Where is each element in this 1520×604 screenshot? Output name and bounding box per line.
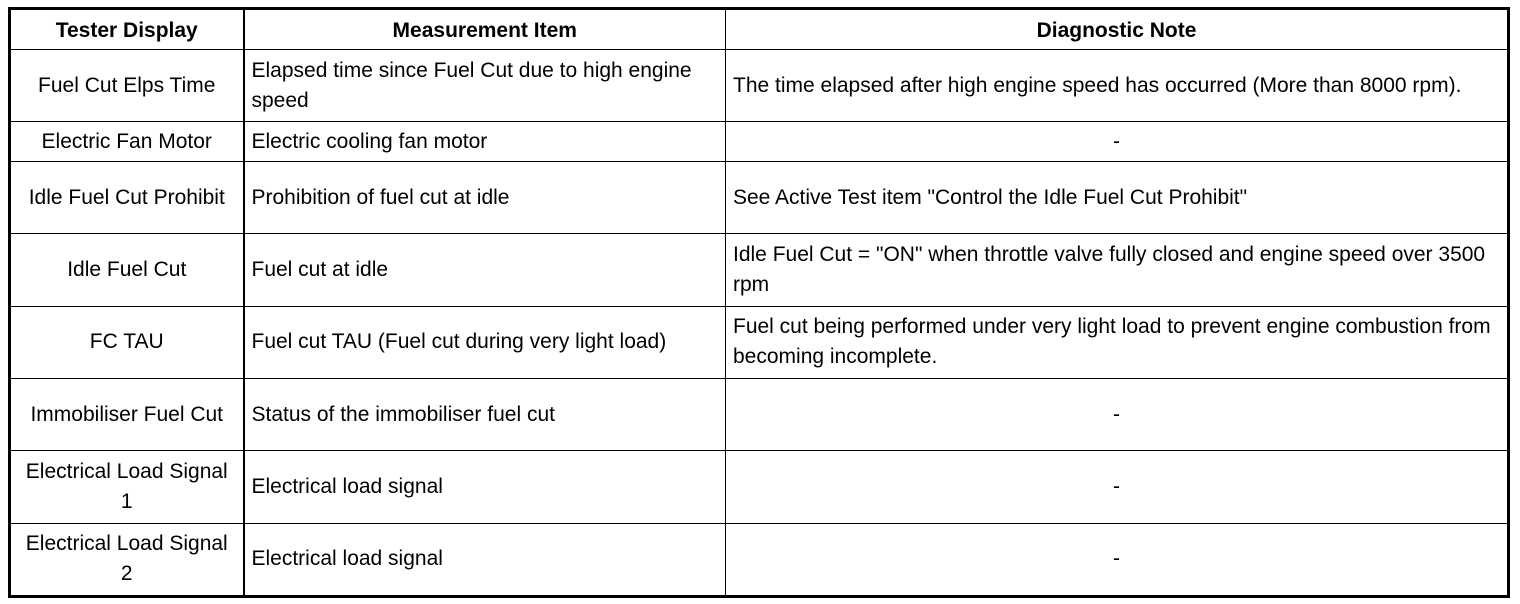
tester-display-cell: Immobiliser Fuel Cut <box>10 379 244 451</box>
table-row <box>10 122 1509 162</box>
table-row <box>10 523 1509 596</box>
measurement-item-cell: Electrical load signal <box>244 523 726 596</box>
table-row <box>10 306 1509 378</box>
tester-display-cell: FC TAU <box>10 306 244 378</box>
measurement-item-cell: Fuel cut at idle <box>244 234 726 306</box>
measurement-item-cell: Fuel cut TAU (Fuel cut during very light load) <box>244 306 726 378</box>
diagnostic-note-cell: See Active Test item "Control the Idle Fuel Cut Prohibit" <box>726 162 1509 234</box>
diagnostic-note-cell: Idle Fuel Cut = "ON" when throttle valve fully closed and engine speed over 3500 rpm <box>726 234 1509 306</box>
header-measurement-item: Measurement Item <box>244 9 726 50</box>
measurement-item-cell: Electric cooling fan motor <box>244 122 726 162</box>
diagnostic-note-cell: - <box>726 379 1509 451</box>
diagnostic-note-cell: - <box>726 122 1509 162</box>
table-row <box>10 234 1509 306</box>
diagnostic-note-cell: Fuel cut being performed under very light load to prevent engine combustion from becoming incomplete. <box>726 306 1509 378</box>
tester-display-cell: Electric Fan Motor <box>10 122 244 162</box>
diagnostic-note-cell: The time elapsed after high engine speed has occurred (More than 8000 rpm). <box>726 50 1509 122</box>
table-row <box>10 50 1509 122</box>
table-header-row <box>10 9 1509 50</box>
tester-display-cell: Fuel Cut Elps Time <box>10 50 244 122</box>
measurement-item-cell: Prohibition of fuel cut at idle <box>244 162 726 234</box>
tester-display-cell: Idle Fuel Cut Prohibit <box>10 162 244 234</box>
table-row <box>10 162 1509 234</box>
tester-display-cell: Idle Fuel Cut <box>10 234 244 306</box>
measurement-item-cell: Status of the immobiliser fuel cut <box>244 379 726 451</box>
tester-display-cell: Electrical Load Signal 1 <box>10 451 244 523</box>
header-diagnostic-note: Diagnostic Note <box>726 9 1509 50</box>
measurement-item-cell: Electrical load signal <box>244 451 726 523</box>
measurement-item-cell: Elapsed time since Fuel Cut due to high engine speed <box>244 50 726 122</box>
table-row <box>10 379 1509 451</box>
table-row <box>10 451 1509 523</box>
diagnostic-note-cell: - <box>726 451 1509 523</box>
diagnostic-note-cell: - <box>726 523 1509 596</box>
header-tester-display: Tester Display <box>10 9 244 50</box>
tester-display-cell: Electrical Load Signal 2 <box>10 523 244 596</box>
diagnostic-data-table <box>8 7 1510 598</box>
